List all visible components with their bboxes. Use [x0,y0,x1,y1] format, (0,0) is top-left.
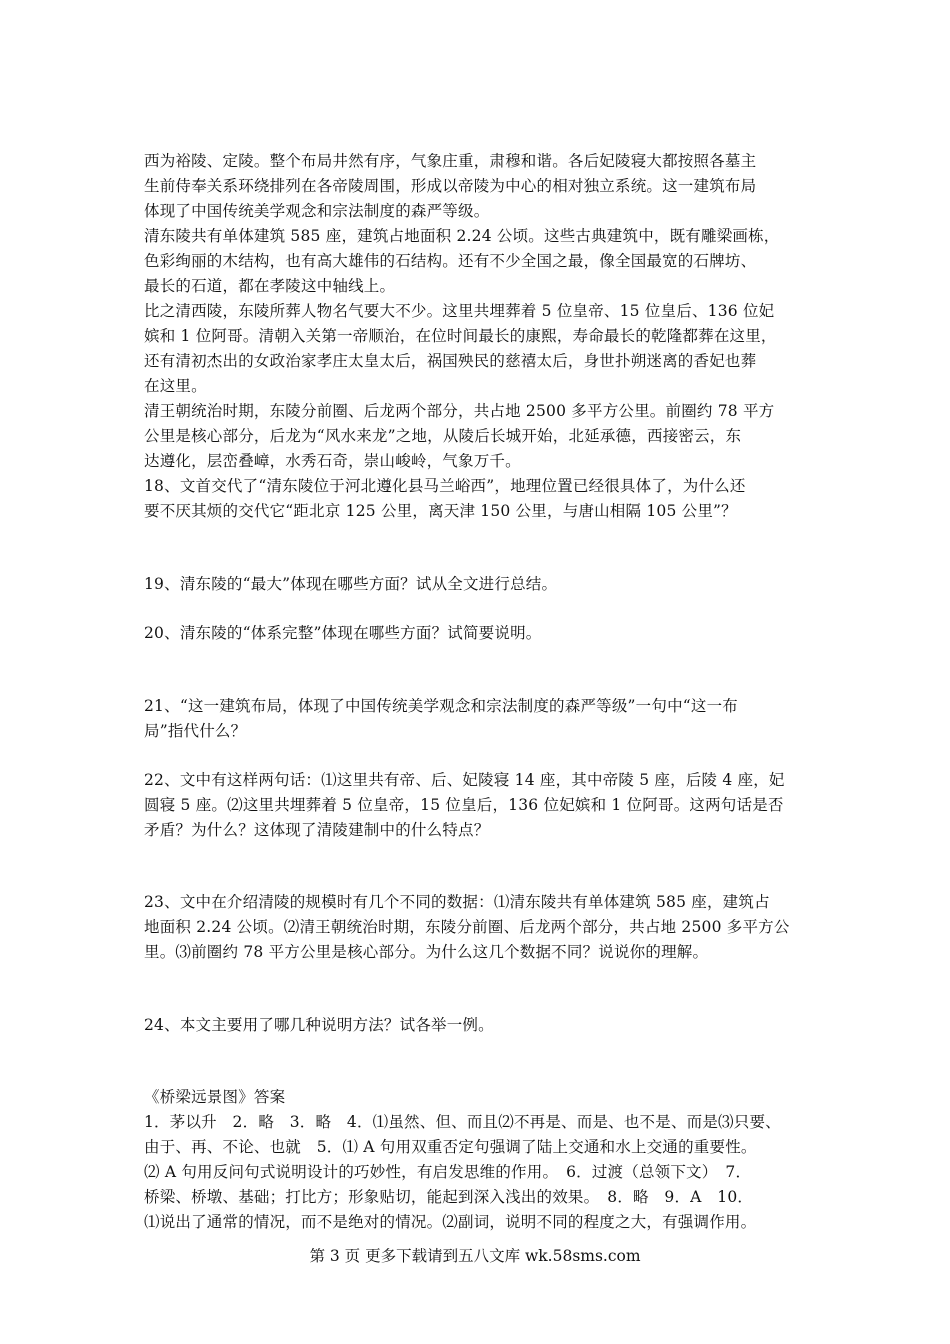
question-22-line: 矛盾？为什么？这体现了清陵建制中的什么特点？ [144,821,490,839]
question-24: 24、本文主要用了哪几种说明方法？试各举一例。 [144,1016,494,1034]
text-line: 还有清初杰出的女政治家孝庄太皇太后，祸国殃民的慈禧太后，身世扑朔迷离的香妃也葬 [144,352,757,370]
text-line: 生前侍奉关系环绕排列在各帝陵周围，形成以帝陵为中心的相对独立系统。这一建筑布局 [144,177,757,195]
question-22-line: 圆寝 5 座。⑵这里共埋葬着 5 位皇帝，15 位皇后，136 位妃嫔和 1 位阿哥。这两句话是否 [144,796,784,814]
text-line: 体现了中国传统美学观念和宗法制度的森严等级。 [144,202,490,220]
question-23-line: 里。⑶前圈约 78 平方公里是核心部分。为什么这几个数据不同？说说你的理解。 [144,943,709,961]
text-line: 清东陵共有单体建筑 585 座，建筑占地面积 2.24 公顷。这些古典建筑中，既有雕梁画栋， [144,227,780,245]
text-line: 嫔和 1 位阿哥。清朝入关第一帝顺治，在位时间最长的康熙，寿命最长的乾隆都葬在这里， [144,327,777,345]
question-19: 19、清东陵的“最大”体现在哪些方面？试从全文进行总结。 [144,575,558,593]
question-21-line: 21、“这一建筑布局，体现了中国传统美学观念和宗法制度的森严等级”一句中“这一布 [144,697,738,715]
question-22-line: 22、文中有这样两句话：⑴这里共有帝、后、妃陵寝 14 座，其中帝陵 5 座，后陵 4 座，妃 [144,771,785,789]
text-line: 在这里。 [144,377,207,395]
question-18-line: 要不厌其烦的交代它“距北京 125 公里，离天津 150 公里，与唐山相隔 105 公里”？ [144,502,737,520]
question-23-line: 23、文中在介绍清陵的规模时有几个不同的数据：⑴清东陵共有单体建筑 585 座，建筑占 [144,893,770,911]
text-line: 达遵化，层峦叠嶂，水秀石奇，崇山峻岭，气象万千。 [144,452,521,470]
answer-title: 《桥梁远景图》答案 [144,1088,286,1106]
question-21-line: 局”指代什么？ [144,722,247,740]
page-footer: 第 3 页 更多下载请到五八文库 wk.58sms.com [309,1247,641,1265]
answer-line: ⑵ A 句用反问句式说明设计的巧妙性，有启发思维的作用。 6．过渡（总领下文） 7． [144,1163,752,1181]
question-20: 20、清东陵的“体系完整”体现在哪些方面？试简要说明。 [144,624,542,642]
text-line: 西为裕陵、定陵。整个布局井然有序，气象庄重，肃穆和谐。各后妃陵寝大都按照各墓主 [144,152,757,170]
question-23-line: 地面积 2.24 公顷。⑵清王朝统治时期，东陵分前圈、后龙两个部分，共占地 2500 多平方公 [144,918,790,936]
text-line: 色彩绚丽的木结构，也有高大雄伟的石结构。还有不少全国之最，像全国最宽的石牌坊、 [144,252,757,270]
answer-line: 1．茅以升 2．略 3．略 4．⑴虽然、但、而且⑵不再是、而是、也不是、而是⑶只要、 [144,1113,781,1131]
answer-line: 由于、再、不论、也就 5．⑴ A 句用双重否定句强调了陆上交通和水上交通的重要性。 [144,1138,757,1156]
question-18-line: 18、文首交代了“清东陵位于河北遵化县马兰峪西”，地理位置已经很具体了，为什么还 [144,477,746,495]
text-line: 公里是核心部分，后龙为“风水来龙”之地，从陵后长城开始，北延承德，西接密云，东 [144,427,742,445]
text-line: 清王朝统治时期，东陵分前圈、后龙两个部分，共占地 2500 多平方公里。前圈约 78 平方 [144,402,775,420]
answer-line: ⑴说出了通常的情况，而不是绝对的情况。⑵副词，说明不同的程度之大，有强调作用。 [144,1213,757,1231]
text-line: 最长的石道，都在孝陵这中轴线上。 [144,277,396,295]
answer-line: 桥梁、桥墩、基础；打比方；形象贴切，能起到深入浅出的效果。 8．略 9．A 10． [144,1188,754,1206]
text-line: 比之清西陵，东陵所葬人物名气要大不少。这里共埋葬着 5 位皇帝、15 位皇后、136 位妃 [144,302,775,320]
